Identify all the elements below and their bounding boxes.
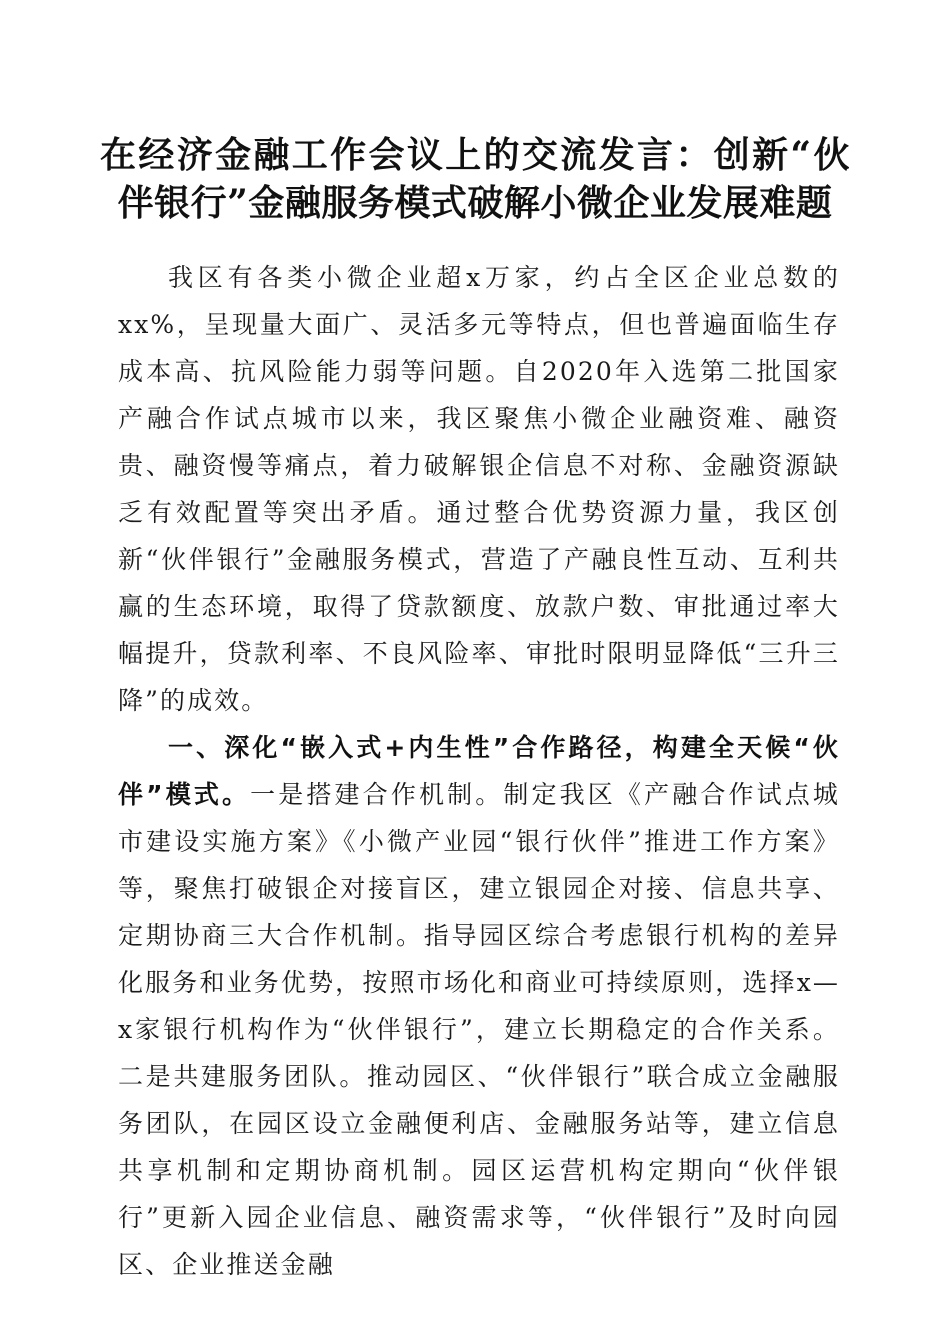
- paragraph-intro: [118, 254, 840, 724]
- document-body: [118, 254, 840, 1288]
- paragraph-section-1-text: 一是搭建合作机制。制定我区《产融合作试点城市建设实施方案》《小微产业园“银行伙伴”推进工作方案》等，聚焦打破银企对接盲区，建立银园企对接、信息共享、定期协商三大合作机制。指导园区综合考虑银行机构的差异化服务和业务优势，按照市场化和商业可持续原则，选择x—x家银行机构作为“伙伴银行”，建立长期稳定的合作关系。二是共建服务团队。推动园区、“伙伴银行”联合成立金融服务团队，在园区设立金融便利店、金融服务站等，建立信息共享机制和定期协商机制。园区运营机构定期向“伙伴银行”更新入园企业信息、融资需求等，“伙伴银行”及时向园区、企业推送金融: [118, 780, 840, 1279]
- paragraph-intro-text: 我区有各类小微企业超x万家，约占全区企业总数的xx%，呈现量大面广、灵活多元等特点，但也普遍面临生存成本高、抗风险能力弱等问题。自2020年入选第二批国家产融合作试点城市以来，我区聚焦小微企业融资难、融资贵、融资慢等痛点，着力破解银企信息不对称、金融资源缺乏有效配置等突出矛盾。通过整合优势资源力量，我区创新“伙伴银行”金融服务模式，营造了产融良性互动、互利共赢的生态环境，取得了贷款额度、放款户数、审批通过率大幅提升，贷款利率、不良风险率、审批时限明显降低“三升三降”的成效。: [118, 263, 840, 715]
- section-heading: 一、深化“嵌入式+内生性”合作路径，构建全天候“伙伴”模式。: [118, 733, 840, 809]
- document-title: 在经济金融工作会议上的交流发言：创新“伙伴银行”金融服务模式破解小微企业发展难题: [100, 134, 850, 224]
- paragraph-section-1: [118, 724, 840, 1288]
